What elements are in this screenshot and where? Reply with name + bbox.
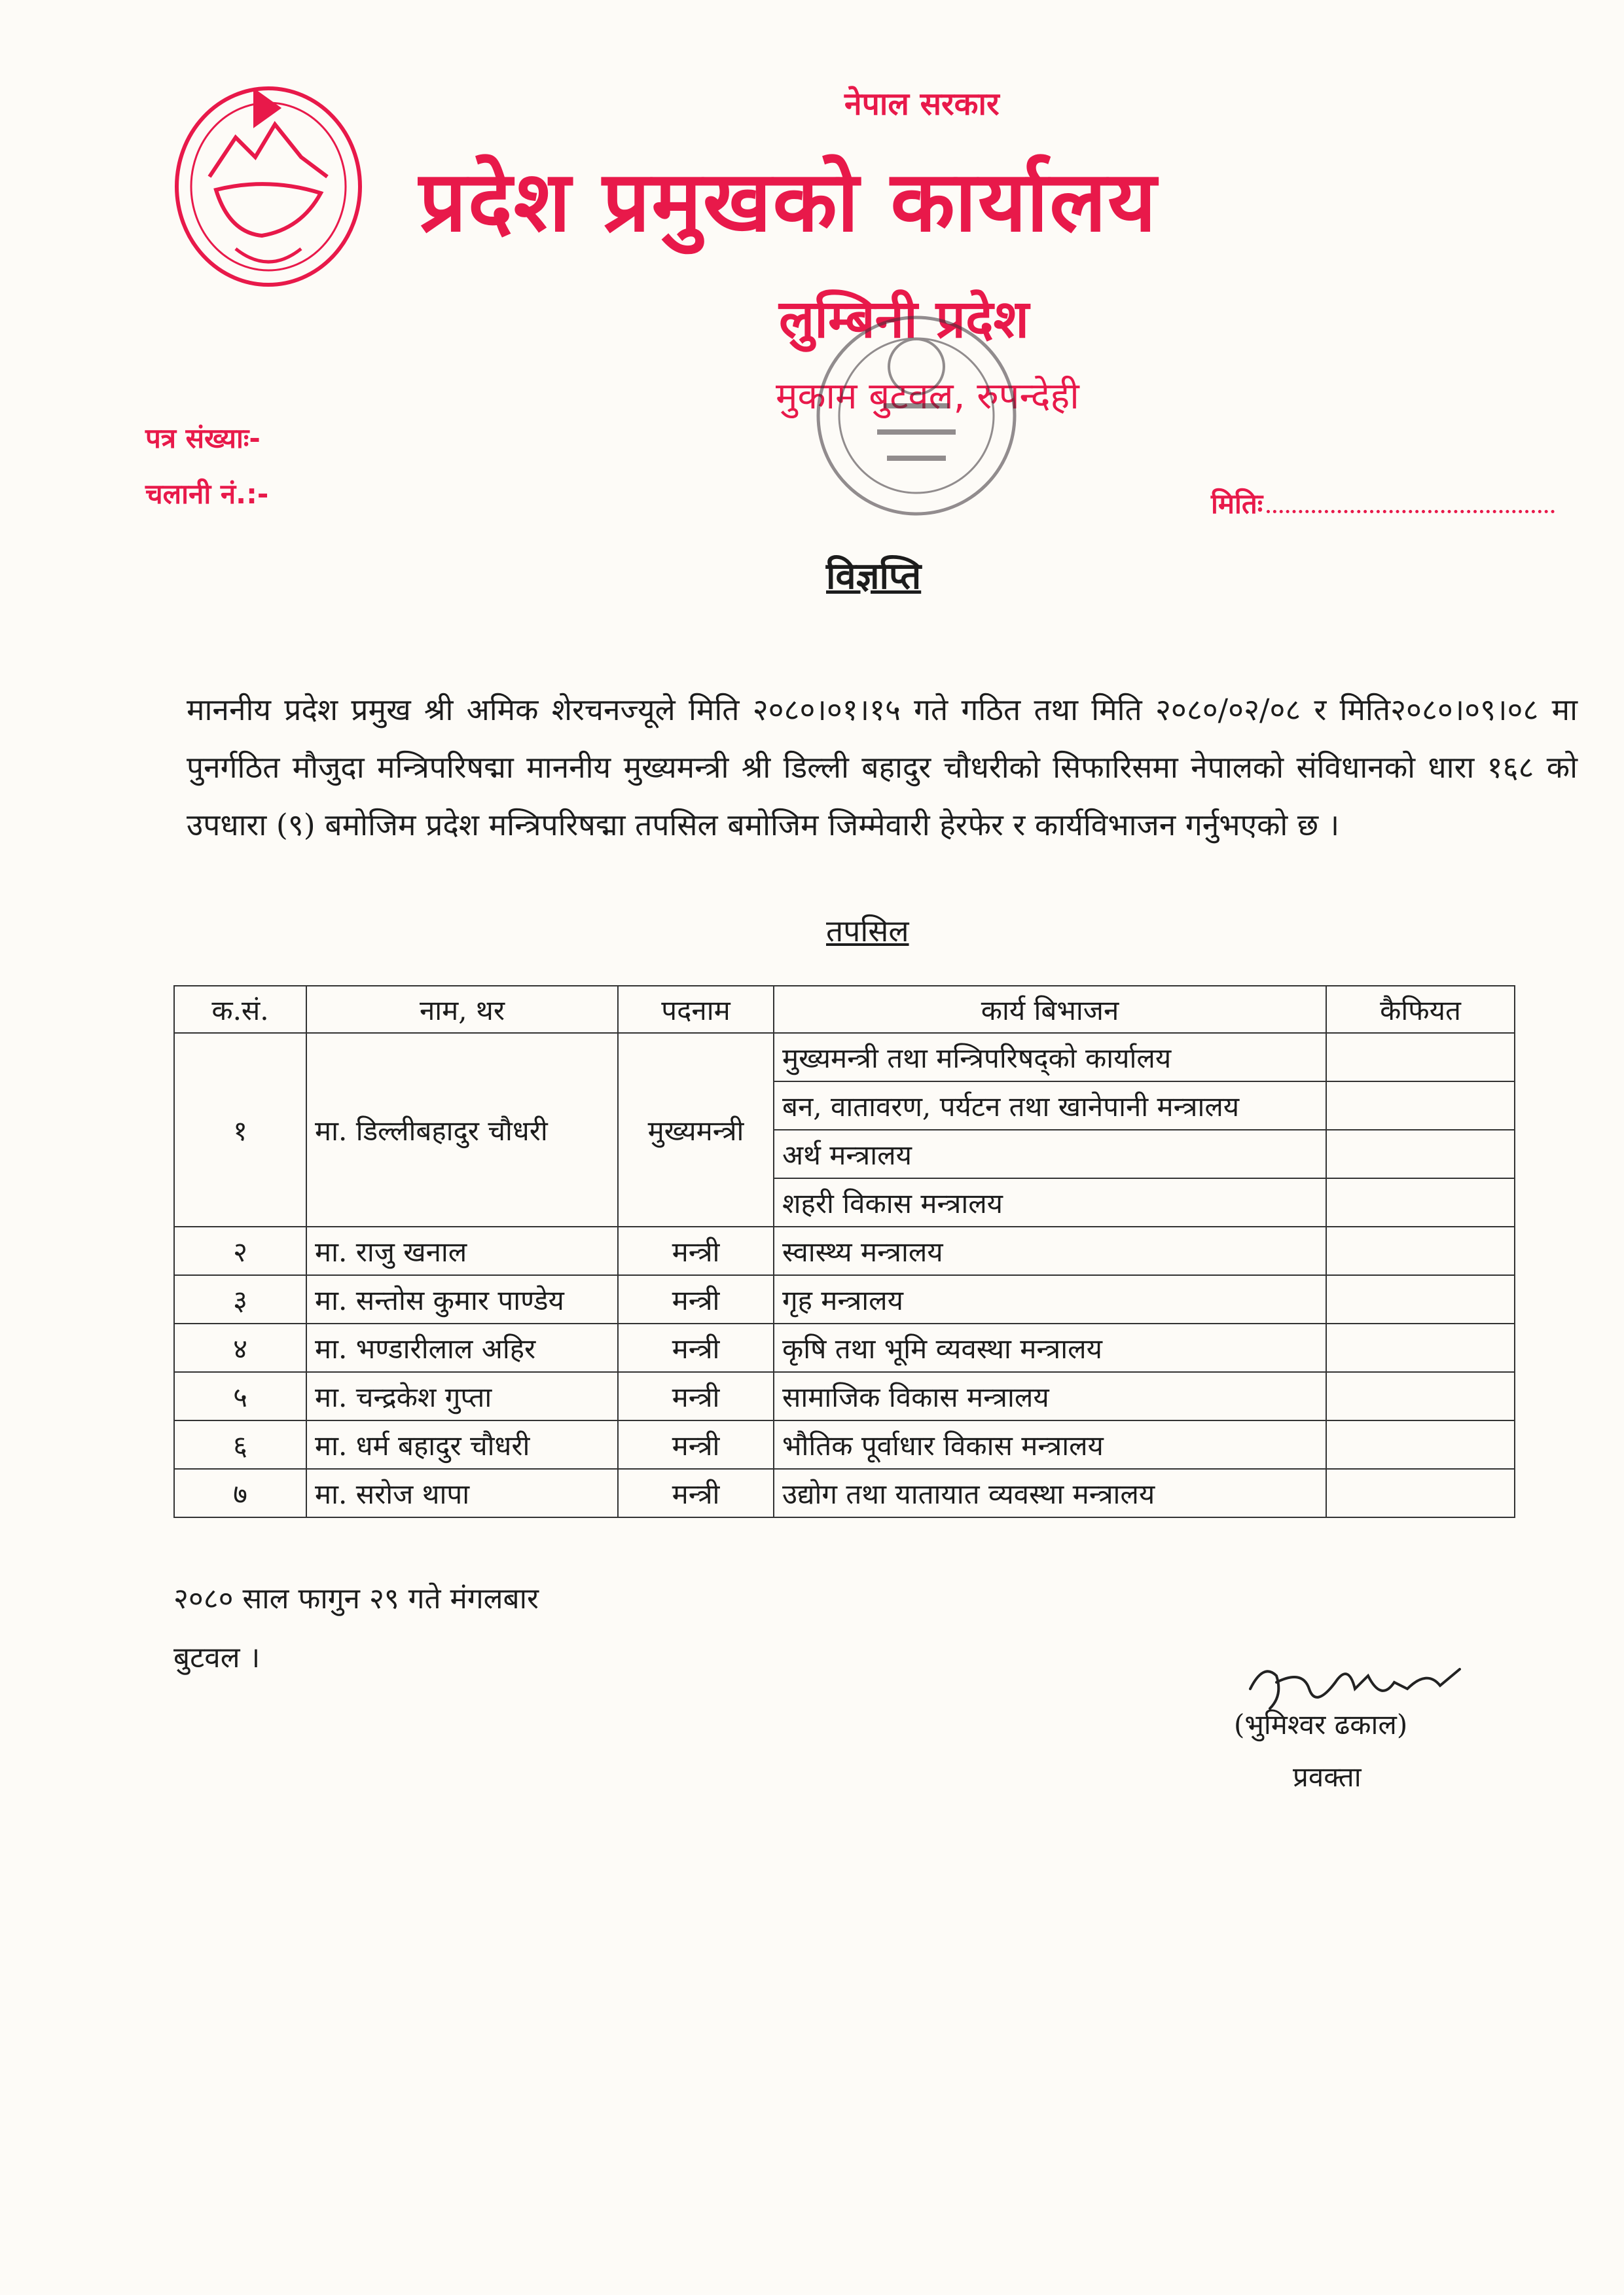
cell-dept: बन, वातावरण, पर्यटन तथा खानेपानी मन्त्रालय [774,1081,1326,1130]
office-seal-stamp-icon [805,308,1028,524]
date-blank-line [1267,510,1555,513]
notice-title: विज्ञप्ति [826,554,922,598]
table-row [174,1469,1515,1517]
cell-remarks [1326,1420,1515,1469]
cell-dept: कृषि तथा भूमि व्यवस्था मन्त्रालय [774,1324,1326,1372]
cell-dept: मुख्यमन्त्री तथा मन्त्रिपरिषद्को कार्यालय [774,1033,1326,1081]
cell-sn: २ [174,1227,306,1275]
issue-date: २०८० साल फागुन २९ गते मंगलबार [173,1582,539,1616]
table-row [174,1372,1515,1420]
office-name: प्रदेश प्रमुखको कार्यालय [419,153,1158,251]
cell-post: मन्त्री [618,1227,774,1275]
dispatch-number-label: चलानी नं.:- [145,478,269,510]
cell-post: मन्त्री [618,1469,774,1517]
letter-number-label: पत्र संख्याः- [145,422,261,454]
cell-remarks [1326,1227,1515,1275]
cell-name: मा. सन्तोस कुमार पाण्डेय [306,1275,618,1324]
cell-sn: ६ [174,1420,306,1469]
cell-dept: उद्योग तथा यातायात व्यवस्था मन्त्रालय [774,1469,1326,1517]
nepal-emblem-icon [164,79,373,295]
cell-name: मा. धर्म बहादुर चौधरी [306,1420,618,1469]
header-sn: क.सं. [174,986,306,1033]
header-name: नाम, थर [306,986,618,1033]
cell-name: मा. डिल्लीबहादुर चौधरी [306,1033,618,1227]
cell-sn: ३ [174,1275,306,1324]
annex-title: तपसिल [826,913,909,949]
signer-name: (भुमिश्वर ढकाल) [1234,1708,1408,1741]
cell-dept: भौतिक पूर्वाधार विकास मन्त्रालय [774,1420,1326,1469]
header-post: पदनाम [618,986,774,1033]
cell-name: मा. राजु खनाल [306,1227,618,1275]
signer-designation: प्रवक्ता [1293,1761,1362,1793]
cell-remarks [1326,1372,1515,1420]
office-address: मुकाम बुटवल, रुपन्देही [776,375,1079,418]
cell-post: मन्त्री [618,1275,774,1324]
government-name: नेपाल सरकार [844,86,1000,122]
cell-remarks [1326,1275,1515,1324]
notice-body: माननीय प्रदेश प्रमुख श्री अमिक शेरचनज्यूले मिति २०८०।०१।१५ गते गठित तथा मिति २०८०/०२/०८ र मिति२०८०।०९।०८ मा पुनर्गठित मौजुदा मन्त्रिपरिषद्मा माननीय मुख्यमन्त्री श्री डिल्ली बहादुर चौधरीको सिफारिसमा नेपालको संविधानको धारा १६८ को उपधारा (९) बमोजिम प्रदेश मन्त्रिपरिषद्मा तपसिल बमोजिम जिम्मेवारी हेरफेर र कार्यविभाजन गर्नुभएको छ । [187,692,1578,842]
cell-remarks [1326,1469,1515,1517]
table-row [174,1275,1515,1324]
date-field [1211,484,1555,522]
table-row [174,1033,1515,1081]
portfolio-table [173,985,1515,1518]
cell-post: मन्त्री [618,1324,774,1372]
cell-dept: गृह मन्त्रालय [774,1275,1326,1324]
table-row [174,1420,1515,1469]
cell-sn: १ [174,1033,306,1227]
cell-name: मा. चन्द्रकेश गुप्ता [306,1372,618,1420]
table-row [174,1324,1515,1372]
cell-dept: अर्थ मन्त्रालय [774,1130,1326,1178]
cell-remarks [1326,1081,1515,1130]
header-remarks: कैफियत [1326,986,1515,1033]
table-header-row [174,986,1515,1033]
cell-remarks [1326,1178,1515,1227]
date-label: मितिः [1211,488,1263,520]
cell-dept: स्वास्थ्य मन्त्रालय [774,1227,1326,1275]
cell-dept: शहरी विकास मन्त्रालय [774,1178,1326,1227]
cell-name: मा. सरोज थापा [306,1469,618,1517]
cell-sn: ५ [174,1372,306,1420]
cell-remarks [1326,1324,1515,1372]
cell-post: मुख्यमन्त्री [618,1033,774,1227]
cell-remarks [1326,1033,1515,1081]
header-dept: कार्य बिभाजन [774,986,1326,1033]
cell-post: मन्त्री [618,1372,774,1420]
cell-sn: ७ [174,1469,306,1517]
cell-post: मन्त्री [618,1420,774,1469]
cell-dept: सामाजिक विकास मन्त्रालय [774,1372,1326,1420]
table-row [174,1227,1515,1275]
province-name: लुम्बिनी प्रदेश [779,289,1030,350]
issue-place: बुटवल । [173,1641,261,1674]
cell-remarks [1326,1130,1515,1178]
cell-name: मा. भण्डारीलाल अहिर [306,1324,618,1372]
cell-sn: ४ [174,1324,306,1372]
